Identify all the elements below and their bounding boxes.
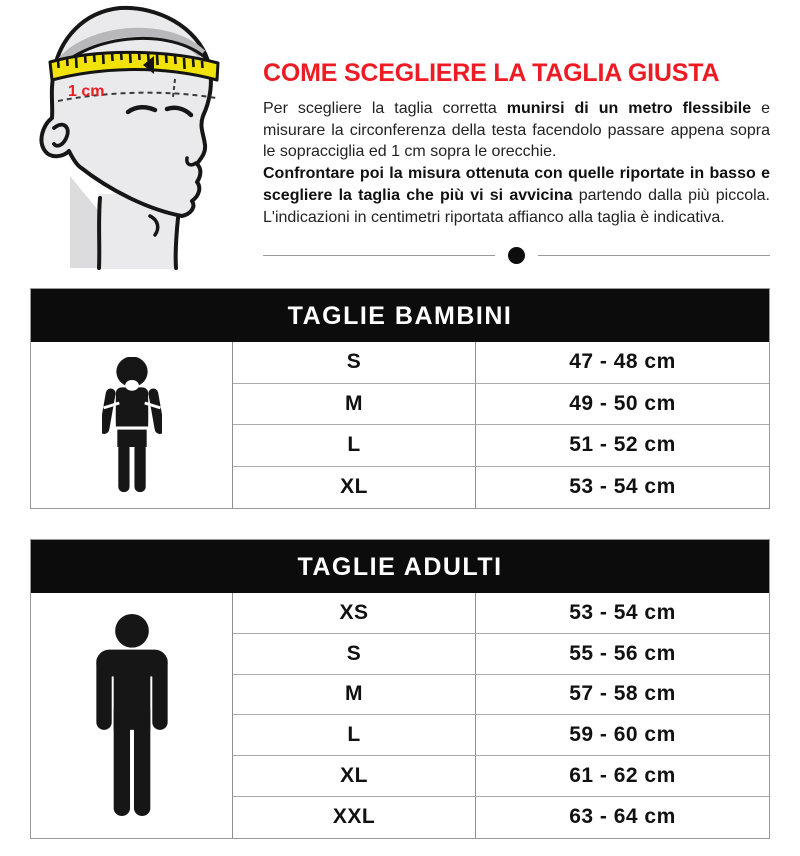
size-range: 49 - 50 cm xyxy=(569,391,676,415)
size-range: 61 - 62 cm xyxy=(569,764,676,788)
size-label: XS xyxy=(233,593,476,633)
size-range: 47 - 48 cm xyxy=(569,350,676,374)
intro-text-block xyxy=(258,4,770,288)
bambini-size-table xyxy=(30,288,770,509)
size-label: XL xyxy=(233,467,476,509)
table-row xyxy=(233,342,769,384)
size-range: 55 - 56 cm xyxy=(569,641,676,665)
size-label: L xyxy=(233,425,476,466)
head-with-tape-icon xyxy=(24,4,256,272)
bambini-table-title: TAGLIE BAMBINI xyxy=(31,289,769,342)
size-range: 53 - 54 cm xyxy=(569,475,676,499)
size-label: XL xyxy=(233,756,476,796)
table-row xyxy=(233,675,769,716)
table-row xyxy=(233,467,769,509)
divider-dot xyxy=(508,247,525,264)
size-range: 57 - 58 cm xyxy=(569,682,676,706)
size-range: 53 - 54 cm xyxy=(569,600,676,624)
table-row xyxy=(233,756,769,797)
size-label: M xyxy=(233,384,476,425)
bambini-rows xyxy=(233,342,769,508)
size-range: 51 - 52 cm xyxy=(569,433,676,457)
table-row xyxy=(233,593,769,634)
table-row xyxy=(233,634,769,675)
table-row xyxy=(233,715,769,756)
size-range: 59 - 60 cm xyxy=(569,723,676,747)
table-row xyxy=(233,797,769,838)
one-cm-label: 1 cm xyxy=(68,83,105,100)
size-label: L xyxy=(233,715,476,755)
size-range: 63 - 64 cm xyxy=(569,805,676,829)
size-label: XXL xyxy=(233,797,476,838)
head-measure-illustration xyxy=(24,4,258,288)
child-figure-cell xyxy=(31,342,233,508)
adulti-rows xyxy=(233,593,769,838)
size-label: M xyxy=(233,675,476,715)
size-label: S xyxy=(233,634,476,674)
adult-figure-cell xyxy=(31,593,233,838)
page-title: COME SCEGLIERE LA TAGLIA GIUSTA xyxy=(263,59,720,87)
size-guide-intro-section xyxy=(0,0,800,288)
adulti-size-table xyxy=(30,539,770,839)
size-label: S xyxy=(233,342,476,383)
table-row xyxy=(233,384,769,426)
adulti-table-title: TAGLIE ADULTI xyxy=(31,540,769,593)
table-row xyxy=(233,425,769,467)
child-figure-icon xyxy=(102,357,162,494)
intro-paragraph-1: Per scegliere la taglia corretta munirsi di un metro flessibile e misurare la circonferenza della testa facendolo passare appena sopra le sopracciglia ed 1 cm sopra le orecchie. xyxy=(263,100,771,161)
adult-figure-icon xyxy=(94,614,170,816)
section-divider xyxy=(263,247,770,264)
intro-paragraph-2: Confrontare poi la misura ottenuta con quelle riportate in basso e scegliere la taglia che più vi si avvicina partendo dalla più piccola. L'indicazioni in centimetri riportata affianco alla taglia è indicativa. xyxy=(263,165,770,226)
